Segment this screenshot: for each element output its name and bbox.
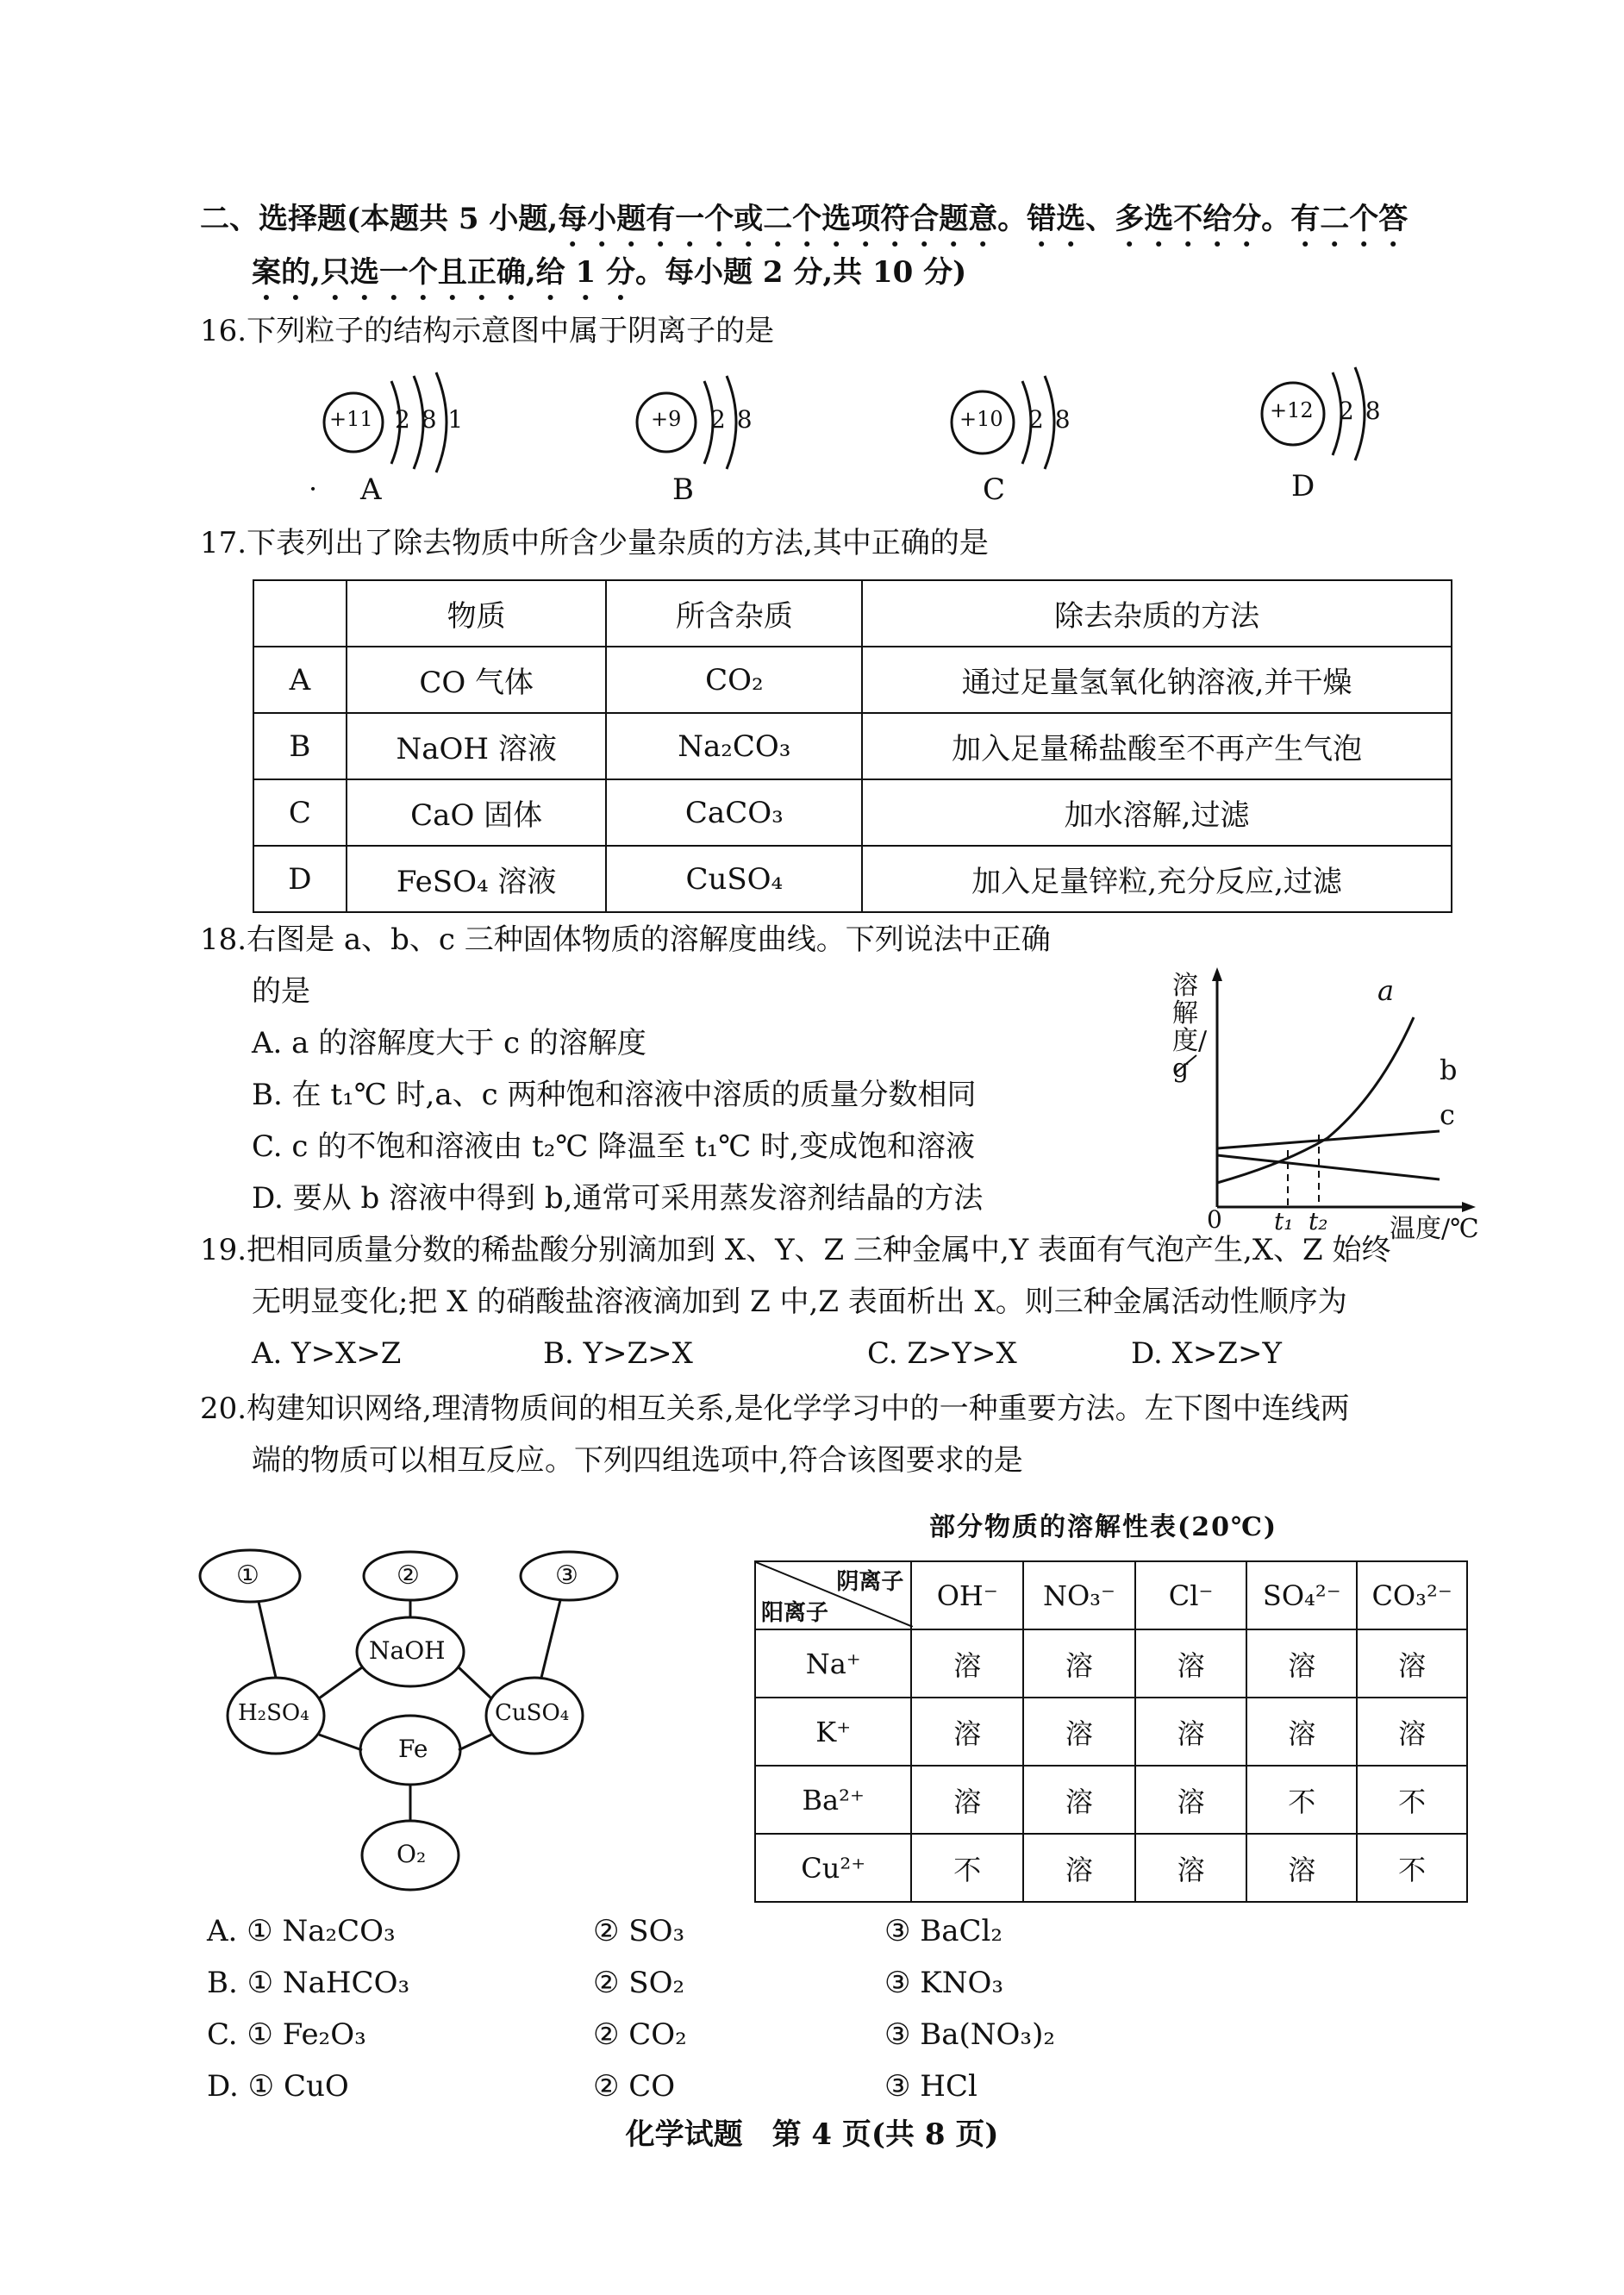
solubility-graph — [1155, 966, 1483, 1233]
table-cell: 不 — [1357, 1834, 1467, 1902]
table-cell: 溶 — [911, 1766, 1023, 1834]
table-cell: CO₂ — [606, 647, 862, 713]
atom-b-shells: 2 8 — [710, 405, 754, 434]
table-row — [755, 1766, 1467, 1834]
corner-cell — [755, 1561, 911, 1629]
solubility-table-title: 部分物质的溶解性表(20℃) — [929, 1512, 1278, 1542]
anion-header: CO₃²⁻ — [1357, 1561, 1467, 1629]
atom-a-shells: 2 8 1 — [395, 405, 465, 434]
table-cell: CaCO₃ — [606, 779, 862, 846]
cuso4-label: CuSO₄ — [495, 1700, 570, 1726]
edge — [319, 1667, 362, 1698]
table-row — [253, 713, 1452, 779]
table-cell: 溶 — [1357, 1698, 1467, 1766]
atom-c-shells: 2 8 — [1028, 405, 1072, 434]
table-cell: 溶 — [1023, 1766, 1135, 1834]
table-cell: 溶 — [1246, 1698, 1357, 1766]
table-cell: C — [253, 779, 347, 846]
q20-line-1: 20.构建知识网络,理清物质间的相互关系,是化学学习中的一种重要方法。左下图中连线两 — [200, 1391, 1350, 1426]
corner-bottom-label: 阳离子 — [761, 1600, 829, 1626]
table-cell: FeSO₄ 溶液 — [347, 846, 607, 912]
stray-mark: · — [309, 472, 318, 505]
q18-stem-1: 18.右图是 a、b、c 三种固体物质的溶解度曲线。下列说法中正确 — [200, 922, 1051, 957]
cation-cell: K⁺ — [755, 1698, 911, 1766]
atom-d-shells: 2 8 — [1339, 397, 1383, 425]
edge — [259, 1602, 276, 1678]
solubility-table — [754, 1560, 1468, 1903]
atom-d-nucleus: +12 — [1270, 398, 1314, 422]
header-cell — [253, 580, 347, 647]
table-cell: 溶 — [1135, 1629, 1247, 1698]
graph-series-c: c — [1440, 1098, 1455, 1131]
node-3-label: ③ — [555, 1560, 578, 1591]
table-cell: NaOH 溶液 — [347, 713, 607, 779]
table-cell: 加入足量稀盐酸至不再产生气泡 — [862, 713, 1452, 779]
q18-stem-2: 的是 — [252, 974, 310, 1009]
table-cell: 加入足量锌粒,充分反应,过滤 — [862, 846, 1452, 912]
table-row — [253, 647, 1452, 713]
table-cell: 溶 — [911, 1698, 1023, 1766]
q17-stem: 17.下表列出了除去物质中所含少量杂质的方法,其中正确的是 — [200, 526, 989, 560]
cation-cell: Ba²⁺ — [755, 1766, 911, 1834]
atom-a-nucleus: +11 — [329, 407, 373, 431]
anion-header: NO₃⁻ — [1023, 1561, 1135, 1629]
q20-line-2: 端的物质可以相互反应。下列四组选项中,符合该图要求的是 — [252, 1443, 1023, 1478]
q20-choice-d-3: ③ HCl — [884, 2069, 978, 2104]
section-heading-dotted: 每小题有一个或二个选项符合题意。错选、多选不给分。有二个答 — [558, 202, 1409, 236]
table-cell: CaO 固体 — [347, 779, 607, 846]
atom-b-nucleus: +9 — [651, 407, 682, 431]
curve-c — [1217, 1155, 1440, 1179]
table-row — [755, 1698, 1467, 1766]
fe-label: Fe — [398, 1735, 428, 1763]
table-cell: 加水溶解,过滤 — [862, 779, 1452, 846]
q20-choice-c-2: ② CO₂ — [593, 2017, 687, 2052]
q20-choice-c-3: ③ Ba(NO₃)₂ — [884, 2017, 1055, 2052]
header-cell: 所含杂质 — [606, 580, 862, 647]
table-cell: 溶 — [1135, 1766, 1247, 1834]
table-row — [253, 846, 1452, 912]
graph-series-a: a — [1377, 974, 1395, 1007]
q20-choice-c-1: C. ① Fe₂O₃ — [207, 2017, 366, 2052]
graph-t1: t₁ — [1274, 1207, 1294, 1235]
q19-line-1: 19.把相同质量分数的稀盐酸分别滴加到 X、Y、Z 三种金属中,Y 表面有气泡产生,X、Z 始终 — [200, 1233, 1391, 1267]
cation-cell: Cu²⁺ — [755, 1834, 911, 1902]
section-heading-line1 — [200, 200, 1408, 253]
table-header-row — [253, 580, 1452, 647]
table-cell: 溶 — [1023, 1629, 1135, 1698]
q16-stem: 16.下列粒子的结构示意图中属于阴离子的是 — [200, 314, 775, 348]
q20-choice-d-1: D. ① CuO — [207, 2069, 349, 2104]
table-cell: D — [253, 846, 347, 912]
atom-a-label: A — [360, 472, 382, 507]
table-row — [755, 1629, 1467, 1698]
o2-label: O₂ — [397, 1840, 427, 1868]
table-cell: 不 — [1357, 1766, 1467, 1834]
q19-option-a: A. Y>X>Z — [252, 1336, 402, 1371]
curve-b — [1217, 1131, 1440, 1148]
table-cell: CuSO₄ — [606, 846, 862, 912]
naoh-label: NaOH — [369, 1636, 446, 1665]
section-heading-prefix: 二、选择题(本题共 5 小题, — [200, 202, 559, 236]
table-cell: 不 — [911, 1834, 1023, 1902]
q17-table — [253, 579, 1452, 913]
header-cell: 物质 — [347, 580, 607, 647]
graph-xlabel: 温度/℃ — [1390, 1214, 1479, 1244]
table-cell: 溶 — [1135, 1834, 1247, 1902]
table-cell: Na₂CO₃ — [606, 713, 862, 779]
graph-series-b: b — [1440, 1054, 1458, 1086]
table-cell: 溶 — [1023, 1698, 1135, 1766]
q16-atom-diagrams — [0, 362, 1624, 517]
section-heading-line2 — [252, 253, 966, 307]
table-cell: 溶 — [1023, 1834, 1135, 1902]
table-cell: A — [253, 647, 347, 713]
q20-choice-a-2: ② SO₃ — [593, 1914, 685, 1948]
table-cell: 溶 — [1246, 1834, 1357, 1902]
table-row — [755, 1834, 1467, 1902]
q20-choice-a-1: A. ① Na₂CO₃ — [207, 1914, 396, 1948]
edge — [459, 1735, 491, 1750]
q20-choice-a-3: ③ BaCl₂ — [884, 1914, 1003, 1948]
table-header-row — [755, 1561, 1467, 1629]
corner-top-label: 阴离子 — [836, 1569, 904, 1595]
table-cell: 溶 — [1135, 1698, 1247, 1766]
edge — [541, 1600, 560, 1678]
q18-option-c: C. c 的不饱和溶液由 t₂℃ 降温至 t₁℃ 时,变成饱和溶液 — [252, 1129, 975, 1164]
graph-ylabel: 溶解度/g — [1172, 971, 1208, 1084]
table-cell: 不 — [1246, 1766, 1357, 1834]
cation-cell: Na⁺ — [755, 1629, 911, 1698]
section-heading-suffix: 每小题 2 分,共 10 分) — [665, 255, 967, 290]
q18-option-b: B. 在 t₁℃ 时,a、c 两种饱和溶液中溶质的质量分数相同 — [252, 1078, 977, 1112]
header-cell: 除去杂质的方法 — [862, 580, 1452, 647]
node-1-label: ① — [236, 1560, 259, 1591]
graph-t2: t₂ — [1309, 1207, 1328, 1235]
table-cell: B — [253, 713, 347, 779]
anion-header: OH⁻ — [911, 1561, 1023, 1629]
atom-c-nucleus: +10 — [959, 407, 1003, 431]
section-heading-dotted-2: 案的,只选一个且正确,给 1 分。 — [252, 255, 665, 290]
node-2-label: ② — [397, 1560, 420, 1591]
edge — [459, 1667, 491, 1698]
q20-choice-b-3: ③ KNO₃ — [884, 1966, 1003, 2000]
q18-option-d: D. 要从 b 溶液中得到 b,通常可采用蒸发溶剂结晶的方法 — [252, 1181, 984, 1216]
page-footer: 化学试题 第 4 页(共 8 页) — [625, 2117, 999, 2152]
y-axis-arrow — [1212, 967, 1222, 981]
q20-choice-d-2: ② CO — [593, 2069, 676, 2104]
graph-origin: 0 — [1207, 1205, 1222, 1234]
anion-header: SO₄²⁻ — [1246, 1561, 1357, 1629]
table-cell: CO 气体 — [347, 647, 607, 713]
atom-b-label: B — [672, 472, 694, 507]
q19-option-c: C. Z>Y>X — [867, 1336, 1017, 1371]
table-cell: 溶 — [1246, 1629, 1357, 1698]
q18-option-a: A. a 的溶解度大于 c 的溶解度 — [252, 1026, 646, 1060]
q20-choice-b-1: B. ① NaHCO₃ — [207, 1966, 410, 2000]
q19-line-2: 无明显变化;把 X 的硝酸盐溶液滴加到 Z 中,Z 表面析出 X。则三种金属活动性顺序为 — [252, 1285, 1347, 1319]
anion-header: Cl⁻ — [1135, 1561, 1247, 1629]
table-row — [253, 779, 1452, 846]
table-cell: 通过足量氢氧化钠溶液,并干燥 — [862, 647, 1452, 713]
atom-c-label: C — [983, 472, 1006, 507]
atom-d-label: D — [1291, 469, 1315, 503]
q20-choice-b-2: ② SO₂ — [593, 1966, 685, 2000]
q19-option-b: B. Y>Z>X — [543, 1336, 693, 1371]
q19-option-d: D. X>Z>Y — [1131, 1336, 1282, 1371]
table-cell: 溶 — [1357, 1629, 1467, 1698]
table-cell: 溶 — [911, 1629, 1023, 1698]
edge — [319, 1735, 362, 1750]
h2so4-label: H₂SO₄ — [238, 1700, 309, 1726]
